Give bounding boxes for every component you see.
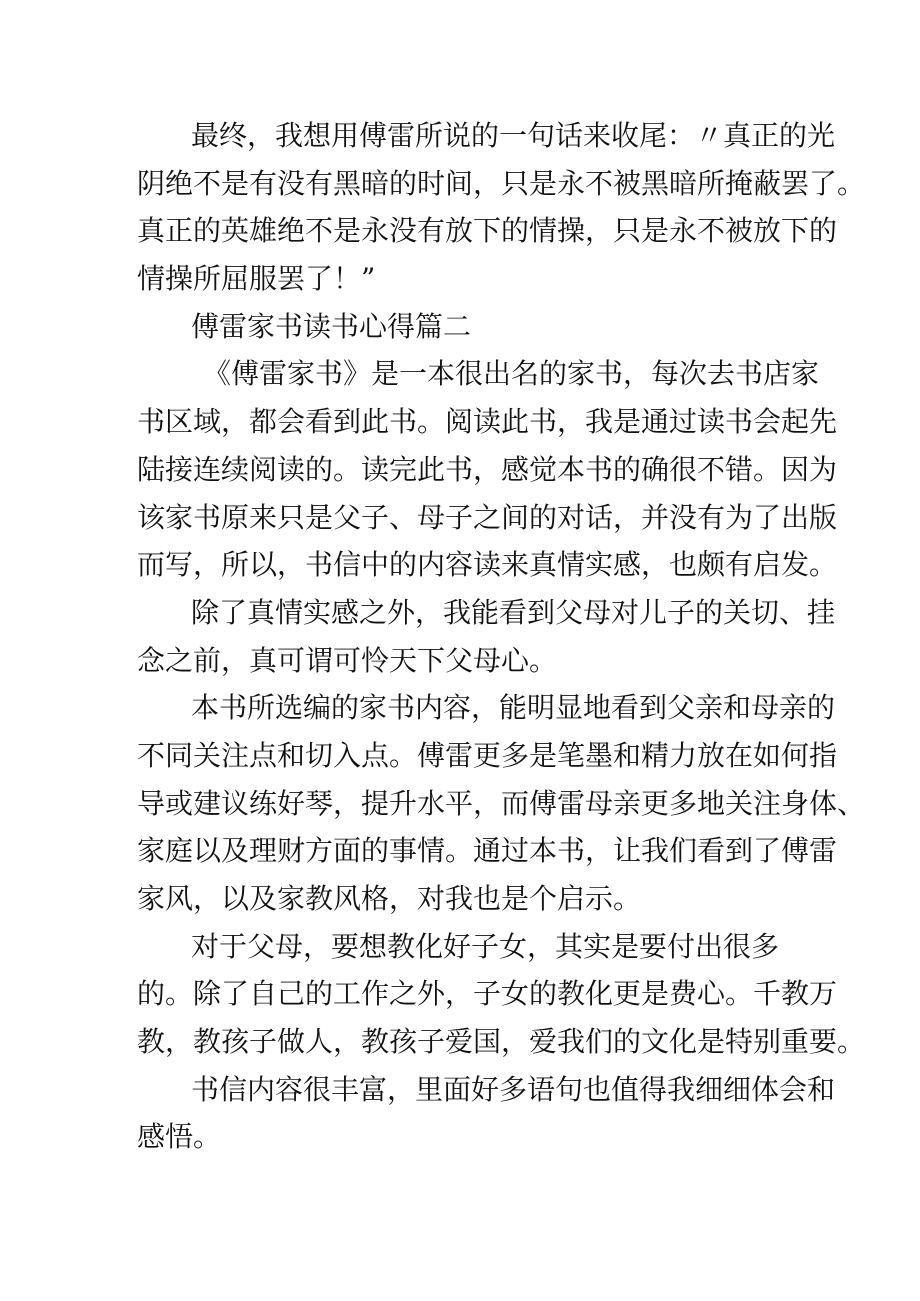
paragraph-focus-line-4: 家庭以及理财方面的事情。通过本书，让我们看到了傅雷 <box>137 834 838 868</box>
paragraph-parents-line-3: 教，教孩子做人，教孩子爱国，爱我们的文化是特别重要。 <box>137 1025 866 1059</box>
paragraph-focus-line-2: 不同关注点和切入点。傅雷更多是笔墨和精力放在如何指 <box>137 738 838 772</box>
paragraph-care-line-1: 除了真情实感之外，我能看到父母对儿子的关切、挂 <box>191 595 836 629</box>
paragraph-intro-line-2: 书区域，都会看到此书。阅读此书，我是通过读书会起先 <box>137 405 838 439</box>
paragraph-focus-line-5: 家风，以及家教风格，对我也是个启示。 <box>137 882 642 915</box>
paragraph-final-line-1: 书信内容很丰富，里面好多语句也值得我细细体会和 <box>191 1072 836 1106</box>
paragraph-closing-quote-line-1: 最终，我想用傅雷所说的一句话来收尾：〃真正的光 <box>191 119 836 152</box>
paragraph-care-line-2: 念之前，真可谓可怜天下父母心。 <box>137 643 558 677</box>
paragraph-parents-line-1: 对于父母，要想教化好子女，其实是要付出很多 <box>191 929 780 963</box>
paragraph-intro-line-3: 陆接连续阅读的。读完此书，感觉本书的确很不错。因为 <box>137 452 838 486</box>
paragraph-parents-line-2: 的。除了自己的工作之外，子女的教化更是费心。千教万 <box>137 977 838 1011</box>
section-heading: 傅雷家书读书心得篇二 <box>191 309 472 343</box>
paragraph-intro-line-4: 该家书原来只是父子、母子之间的对话，并没有为了出版 <box>137 500 838 534</box>
paragraph-closing-quote-line-3: 真正的英雄绝不是永没有放下的情操，只是永不被放下的 <box>137 214 838 248</box>
paragraph-focus-line-3: 导或建议练好琴，提升水平，而傅雷母亲更多地关注身体、 <box>137 786 866 820</box>
document-body <box>137 112 866 1161</box>
paragraph-closing-quote-line-2: 阴绝不是有没有黑暗的时间，只是永不被黑暗所掩蔽罢了。 <box>137 166 866 200</box>
paragraph-intro-line-1: 《傅雷家书》是一本很出名的家书，每次去书店家 <box>203 357 820 391</box>
paragraph-intro-line-5: 而写，所以，书信中的内容读来真情实感，也颇有启发。 <box>137 548 838 582</box>
paragraph-focus-line-1: 本书所选编的家书内容，能明显地看到父亲和母亲的 <box>191 691 836 725</box>
paragraph-final-line-2: 感悟。 <box>137 1120 222 1154</box>
paragraph-closing-quote-line-4: 情操所屈服罢了！” <box>137 262 376 296</box>
